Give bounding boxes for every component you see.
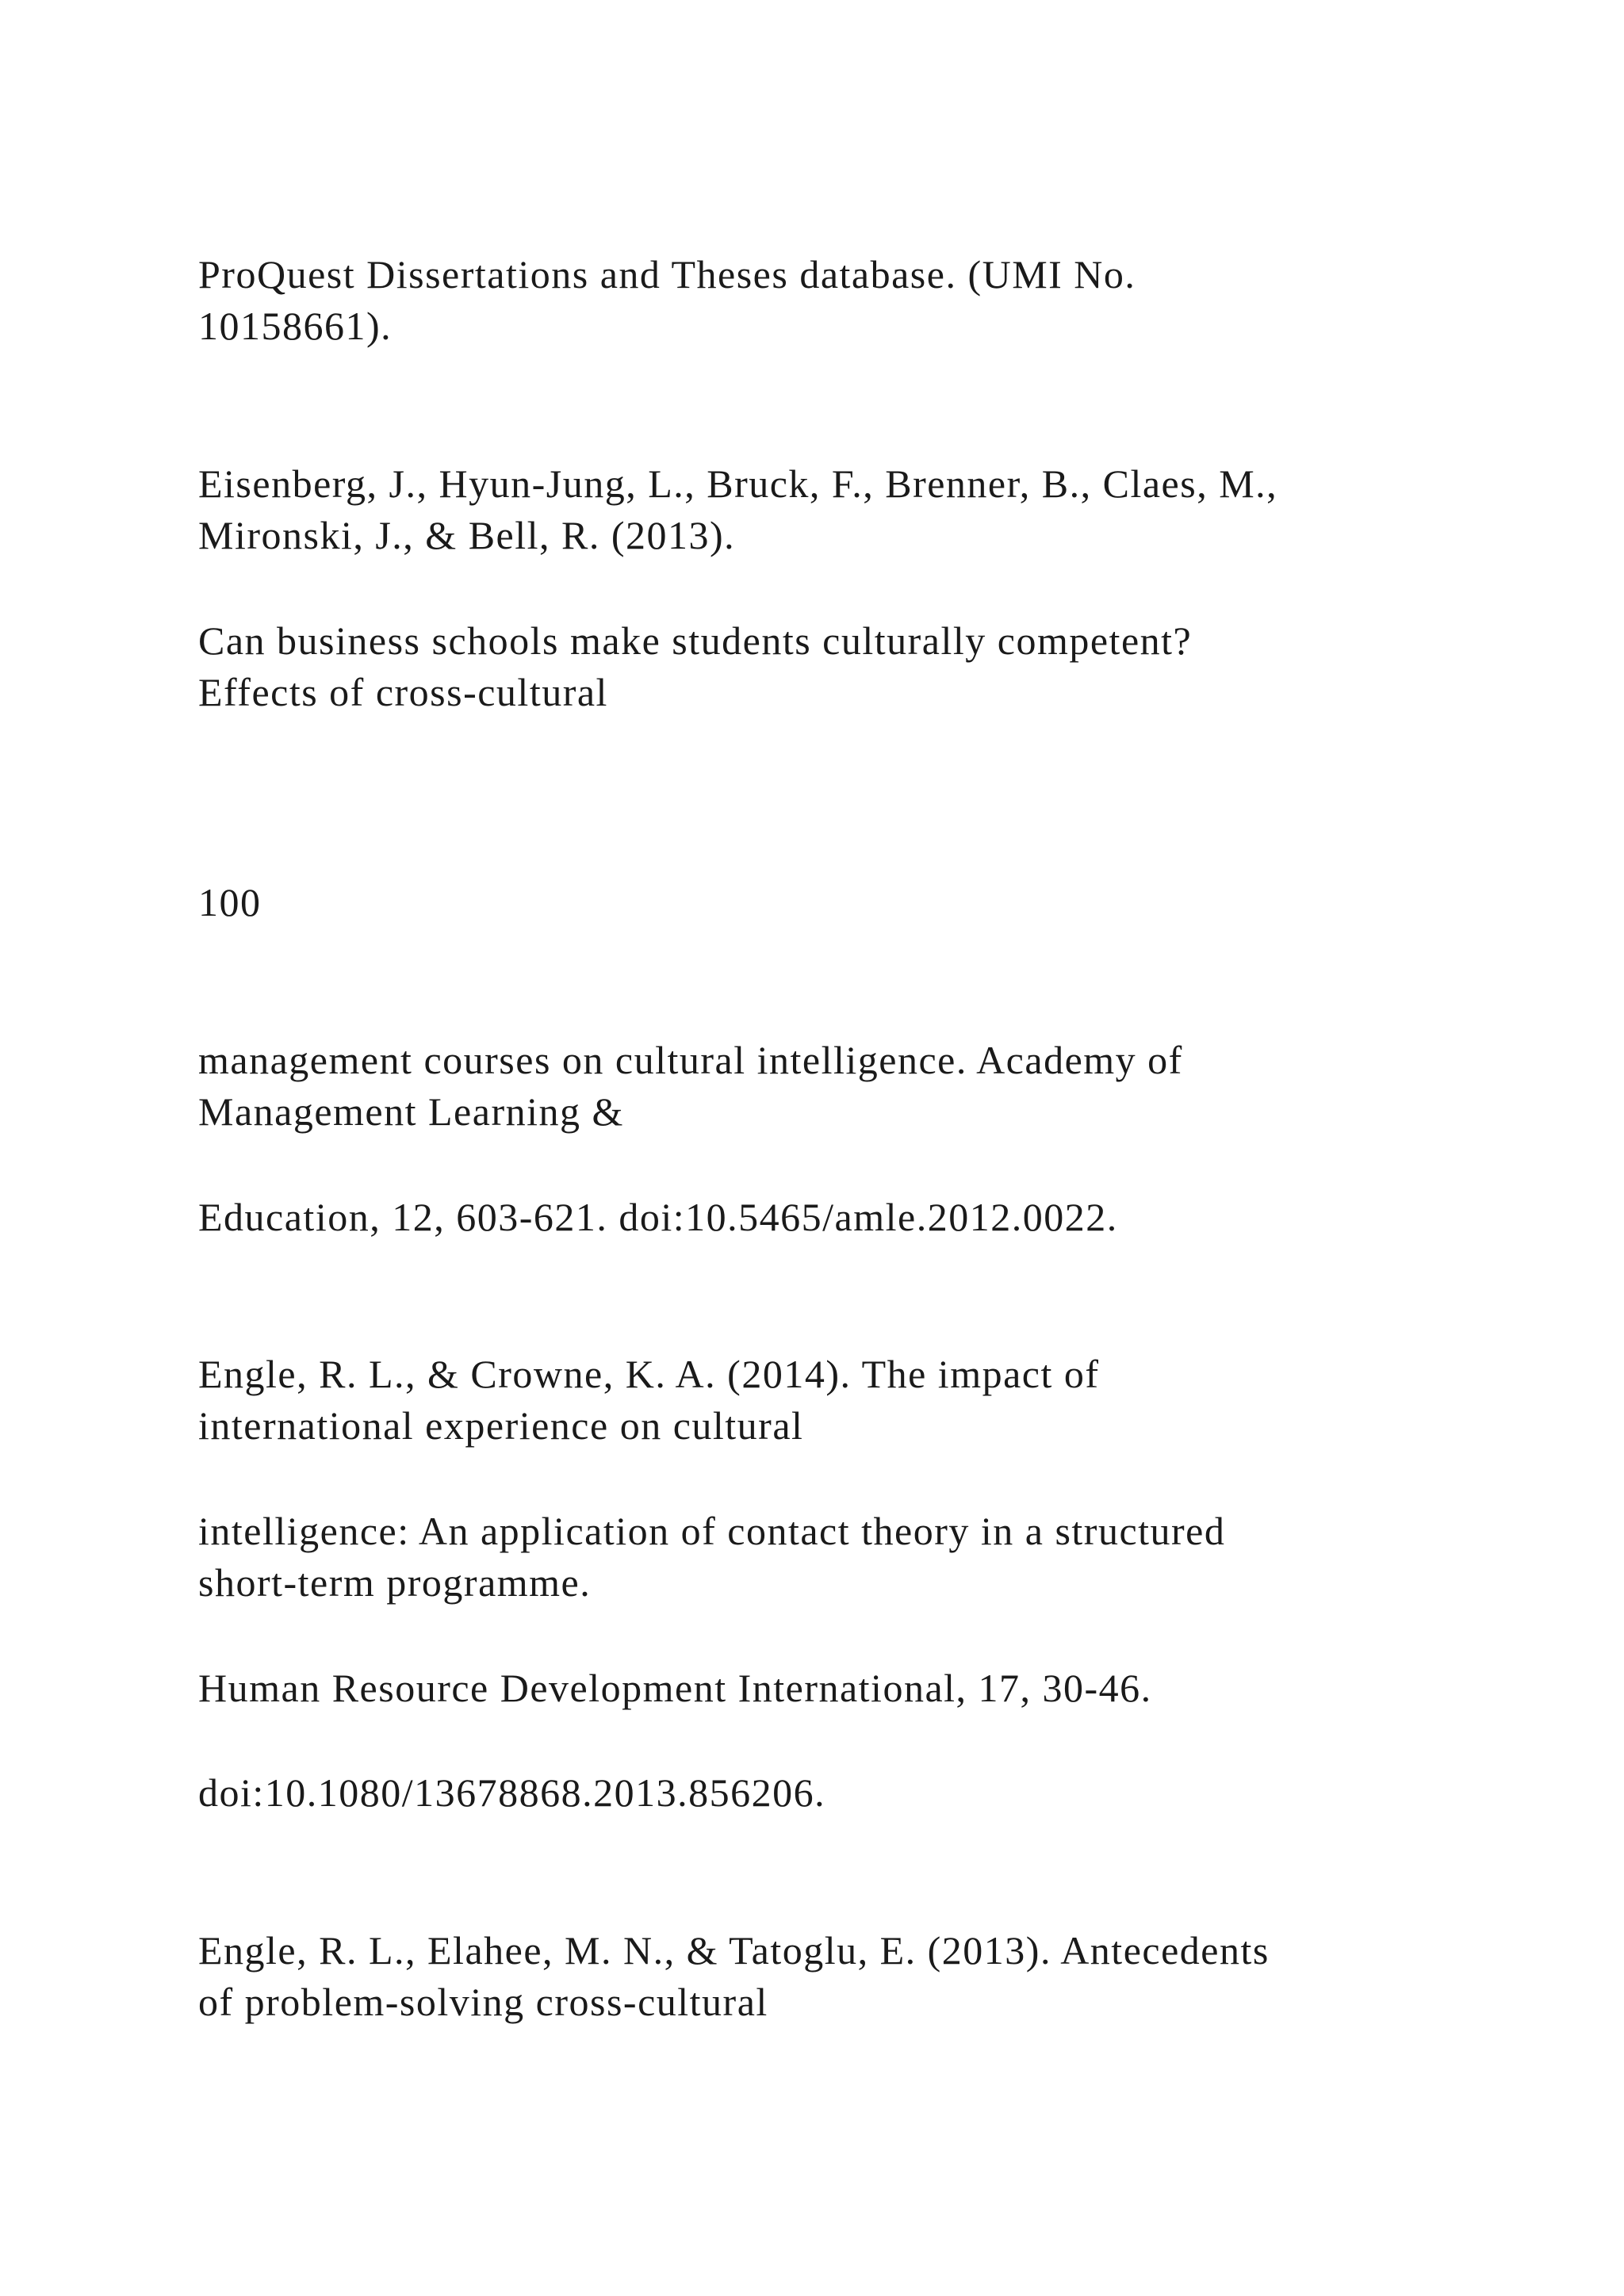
ref-engle-crowne-line-6: doi:10.1080/13678868.2013.856206.: [198, 1770, 826, 1815]
ref-eisenberg-line-5: management courses on cultural intelligence. Academy of: [198, 1038, 1183, 1082]
ref-engle-elahee-line-1: Engle, R. L., Elahee, M. N., & Tatoglu, E. (2013). Antecedents: [198, 1928, 1270, 1973]
ref-eisenberg-line-3: Can business schools make students culturally competent?: [198, 618, 1193, 663]
ref-proquest-line-1: ProQuest Dissertations and Theses database. (UMI No.: [198, 252, 1136, 297]
ref-engle-crowne-line-4: short-term programme.: [198, 1560, 592, 1605]
ref-proquest-line-2: 10158661).: [198, 304, 393, 348]
ref-engle-crowne-line-3: intelligence: An application of contact theory in a structured: [198, 1509, 1226, 1553]
ref-eisenberg-line-2: Mironski, J., & Bell, R. (2013).: [198, 513, 736, 557]
ref-engle-elahee-line-2: of problem-solving cross-cultural: [198, 1980, 768, 2024]
ref-engle-crowne-line-5: Human Resource Development International, 17, 30-46.: [198, 1666, 1152, 1710]
page-number: 100: [198, 880, 262, 924]
ref-eisenberg-line-1: Eisenberg, J., Hyun-Jung, L., Bruck, F., Brenner, B., Claes, M.,: [198, 461, 1278, 506]
ref-eisenberg-line-7: Education, 12, 603-621. doi:10.5465/amle.2012.0022.: [198, 1195, 1118, 1239]
ref-eisenberg-line-6: Management Learning &: [198, 1089, 624, 1134]
ref-engle-crowne-line-1: Engle, R. L., & Crowne, K. A. (2014). The impact of: [198, 1352, 1100, 1396]
ref-eisenberg-line-4: Effects of cross-cultural: [198, 670, 608, 714]
ref-engle-crowne-line-2: international experience on cultural: [198, 1403, 804, 1448]
